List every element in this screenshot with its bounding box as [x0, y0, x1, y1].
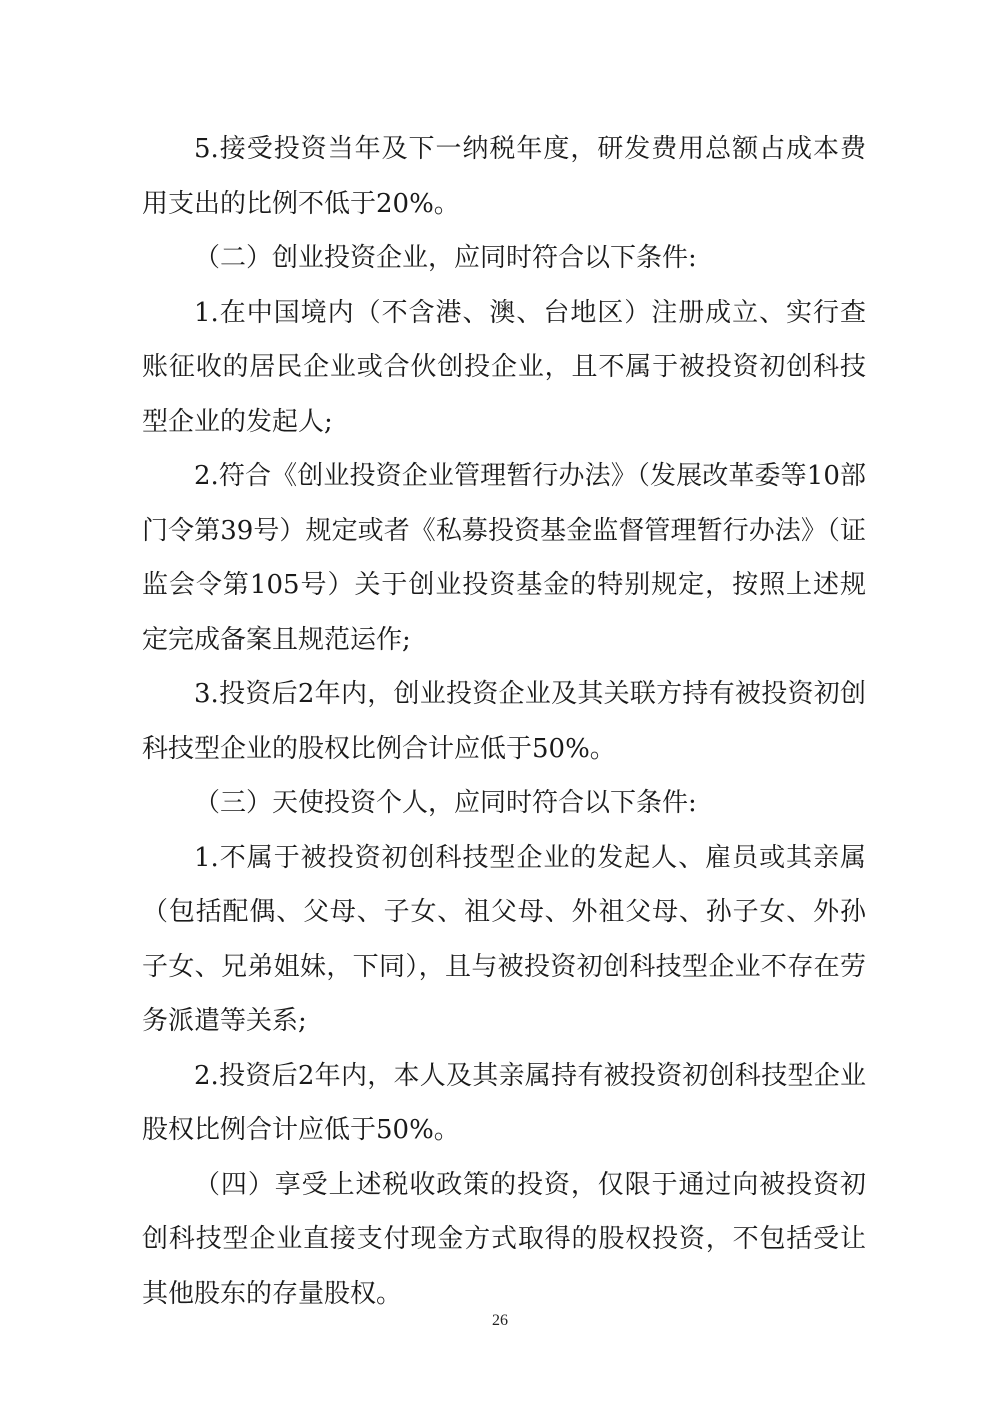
paragraph-angel-condition-1: 1.不属于被投资初创科技型企业的发起人、雇员或其亲属（包括配偶、父母、子女、祖父母、外祖父母、孙子女、外孙子女、兄弟姐妹，下同），且与被投资初创科技型企业不存在劳务派遣等关系;: [142, 842, 866, 1036]
heading-investment-scope: （四）享受上述税收政策的投资，仅限于通过向被投资初创科技型企业直接支付现金方式取得的股权投资，不包括受让其他股东的存量股权。: [142, 1169, 866, 1309]
heading-venture-capital: （二）创业投资企业，应同时符合以下条件:: [194, 243, 697, 273]
page-number: 26: [492, 1312, 508, 1329]
heading-angel-investor: （三）天使投资个人，应同时符合以下条件:: [194, 788, 697, 818]
paragraph-vc-condition-1: 1.在中国境内（不含港、澳、台地区）注册成立、实行查账征收的居民企业或合伙创投企业，且不属于被投资初创科技型企业的发起人;: [142, 297, 866, 437]
paragraph-condition-5: 5.接受投资当年及下一纳税年度，研发费用总额占成本费用支出的比例不低于20%。: [142, 134, 866, 219]
paragraph-vc-condition-3: 3.投资后2年内，创业投资企业及其关联方持有被投资初创科技型企业的股权比例合计应低于50%。: [142, 679, 866, 764]
paragraph-angel-condition-2: 2.投资后2年内，本人及其亲属持有被投资初创科技型企业股权比例合计应低于50%。: [142, 1060, 866, 1145]
body-text: [142, 122, 866, 1321]
paragraph-vc-condition-2: 2.符合《创业投资企业管理暂行办法》（发展改革委等10部门令第39号）规定或者《私募投资基金监督管理暂行办法》（证监会令第105号）关于创业投资基金的特别规定，按照上述规定完成备案且规范运作;: [142, 461, 866, 655]
